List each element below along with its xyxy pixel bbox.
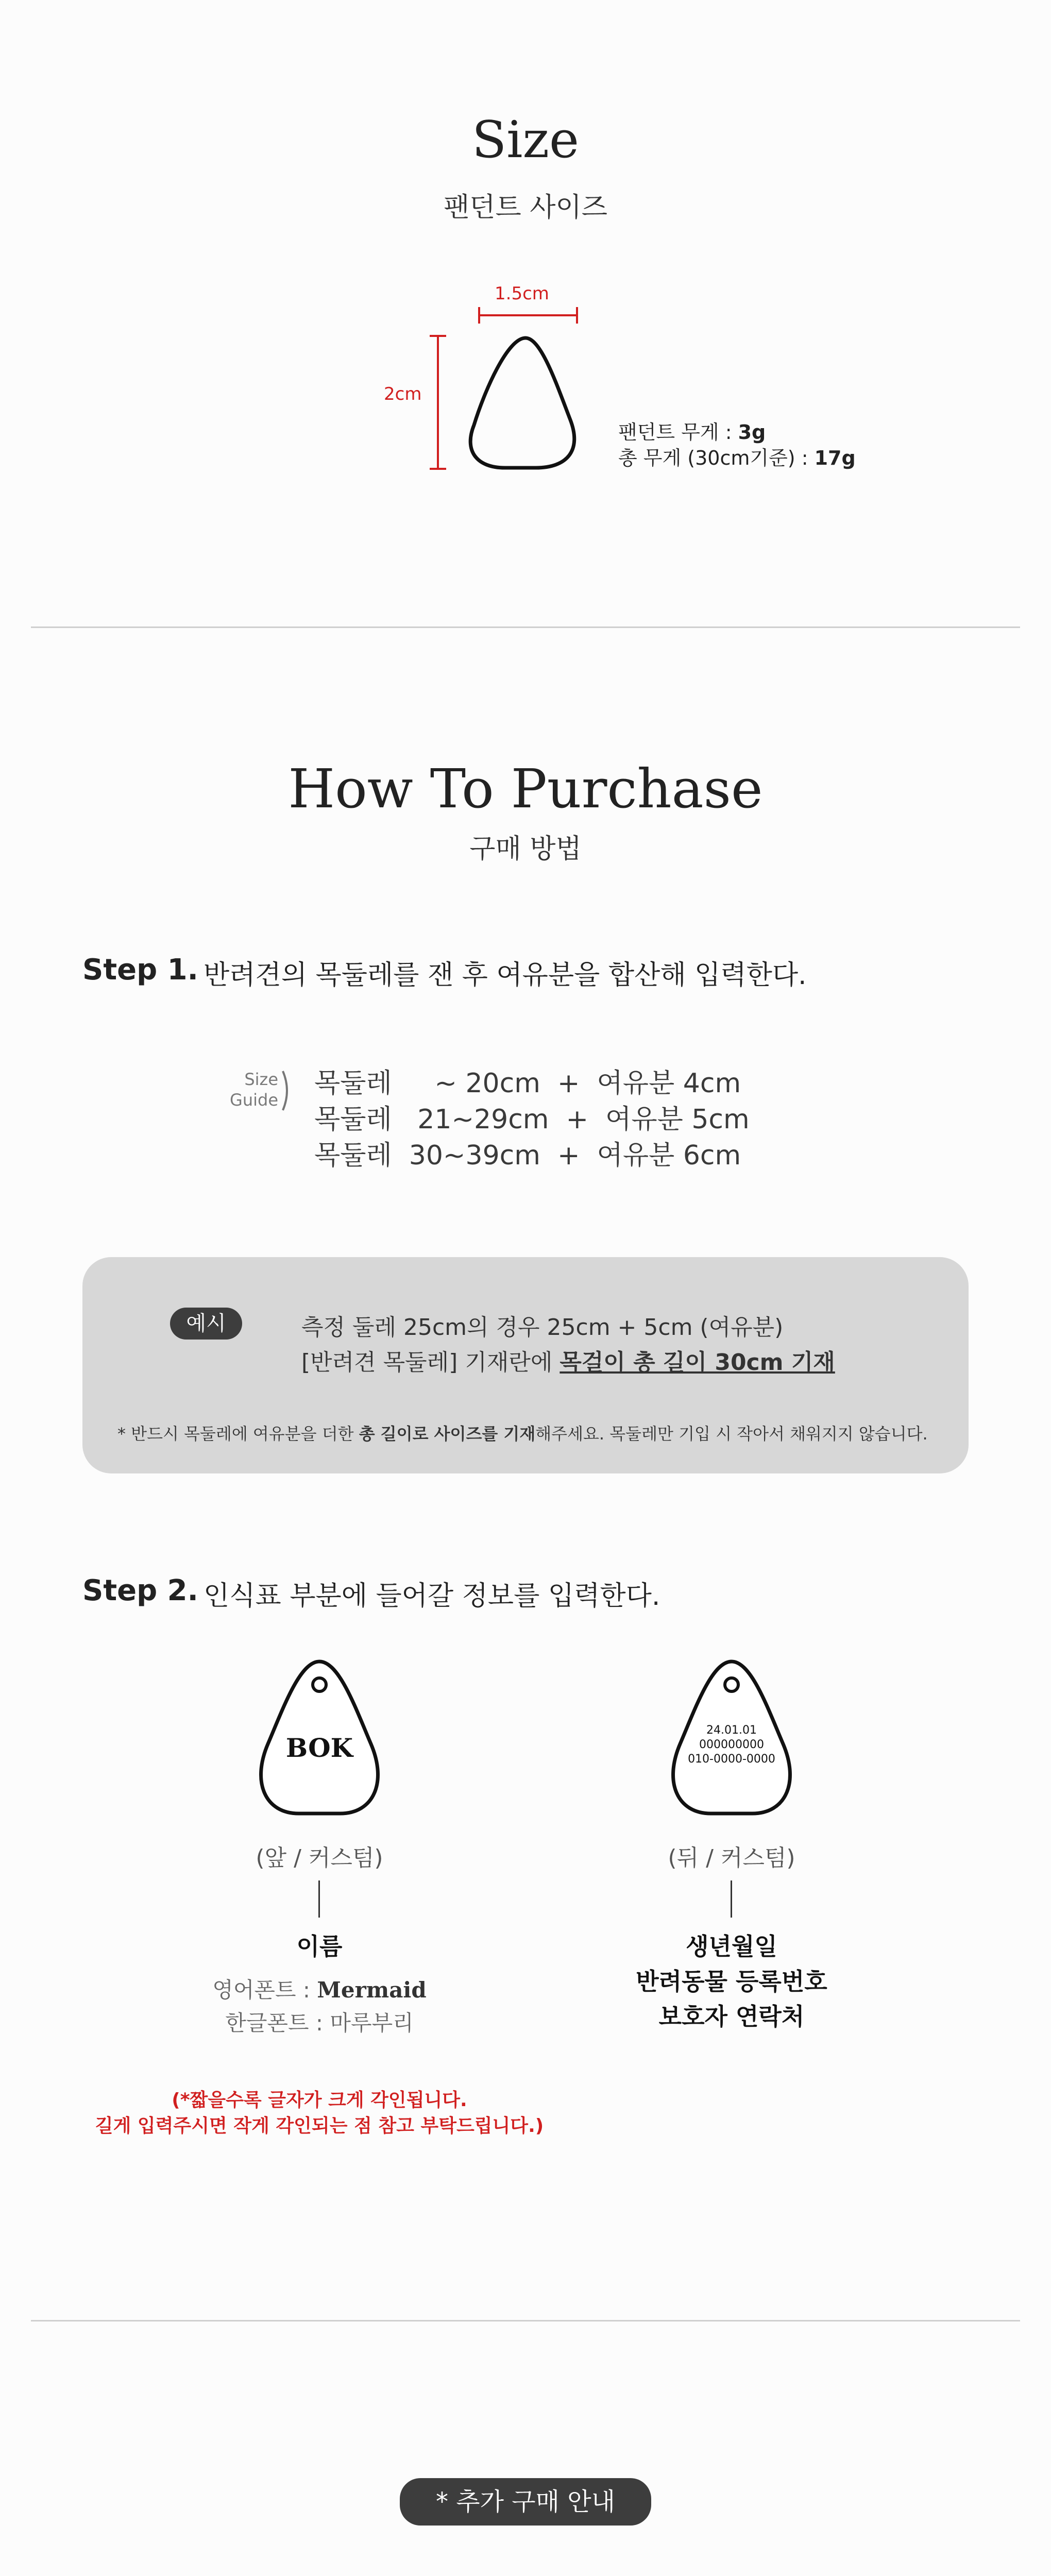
example-line-2-emphasis: 목걸이 총 길이 30cm 기재 [560, 1349, 835, 1376]
size-guide-label-1: Size [244, 1070, 278, 1089]
engraving-warning-2: 길게 입력주시면 작게 각인되는 점 참고 부탁드립니다.) [95, 2115, 544, 2137]
extra-badge: * 추가 구매 안내 [400, 2478, 651, 2526]
width-label: 1.5cm [495, 283, 549, 304]
step1-label: Step 1. [82, 953, 198, 987]
guide-row: 목둘레 21~29cm + 여유분 5cm [314, 1104, 750, 1135]
size-title: Size [471, 111, 580, 170]
pendant-weight-row [618, 416, 766, 445]
example-line-1: 측정 둘레 25cm의 경우 25cm + 5cm (여유분) [301, 1314, 784, 1341]
front-font-en [191, 1973, 448, 2004]
step2-text: 인식표 부분에 들어갈 정보를 입력한다. [204, 1581, 660, 1612]
back-item-contact: 보호자 연락처 [658, 2003, 805, 2030]
front-connector [318, 1880, 320, 1918]
height-label: 2cm [384, 384, 422, 404]
size-guide-label-2: Guide [230, 1090, 278, 1110]
front-tag-illustration [252, 1656, 386, 1821]
total-weight-label: 총 무게 (30cm기준) : [618, 447, 808, 469]
back-tag-line-2: 000000000 [699, 1738, 764, 1751]
total-weight-value: 17g [814, 447, 856, 469]
guide-bracket-icon [281, 1069, 293, 1112]
guide-row: 목둘레 ~ 20cm + 여유분 4cm [314, 1068, 741, 1099]
example-note-emphasis: 총 길이로 사이즈를 기재 [359, 1424, 536, 1444]
back-tag-line-1: 24.01.01 [706, 1724, 757, 1737]
example-line-2-text: [반려견 목둘레] 기재란에 [301, 1349, 560, 1376]
front-tag-text: BOK [285, 1733, 353, 1763]
pendant-outline [470, 338, 574, 468]
size-guide-label [216, 1069, 278, 1110]
front-font-kr-value: 마루부리 [330, 2010, 414, 2036]
back-item-birthday: 생년월일 [686, 1933, 777, 1960]
size-subtitle: 팬던트 사이즈 [444, 192, 607, 223]
example-badge: 예시 [170, 1308, 242, 1340]
front-caption: (앞 / 커스텀) [256, 1845, 383, 1871]
back-item-registration: 반려동물 등록번호 [636, 1968, 827, 1995]
bracelet-photo [289, 2524, 762, 2576]
front-font-kr-label: 한글폰트 : [225, 2010, 330, 2036]
divider-2 [31, 2320, 1020, 2321]
guide-row: 목둘레 30~39cm + 여유분 6cm [314, 1140, 741, 1171]
back-tag-line-3: 010-0000-0000 [688, 1753, 775, 1766]
back-tag-illustration [665, 1656, 799, 1821]
step2-label: Step 2. [82, 1574, 198, 1607]
total-weight-row [618, 442, 856, 470]
engraving-warning-1: (*짧을수록 글자가 크게 각인됩니다. [172, 2090, 467, 2111]
example-note [117, 1421, 928, 1445]
purchase-subtitle: 구매 방법 [469, 834, 582, 865]
pendant-weight-value: 3g [738, 421, 766, 444]
size-guide-table [314, 1061, 750, 1170]
divider-1 [31, 626, 1020, 628]
front-font-en-value: Mermaid [317, 1977, 427, 2003]
example-note-text: * 반드시 목둘레에 여유분을 더한 [117, 1424, 359, 1444]
back-connector [731, 1880, 732, 1918]
example-line-2 [301, 1344, 835, 1377]
pendant-weight-label: 팬던트 무게 : [618, 421, 732, 444]
front-font-kr [191, 2006, 448, 2037]
front-font-en-label: 영어폰트 : [212, 1977, 317, 2003]
front-item: 이름 [296, 1933, 343, 1960]
step1-text: 반려견의 목둘레를 잰 후 여유분을 합산해 입력한다. [204, 960, 807, 991]
purchase-title: How To Purchase [288, 757, 763, 820]
example-note-text-end: 해주세요. 목둘레만 기입 시 작아서 채워지지 않습니다. [535, 1424, 928, 1444]
back-caption: (뒤 / 커스텀) [668, 1845, 795, 1871]
